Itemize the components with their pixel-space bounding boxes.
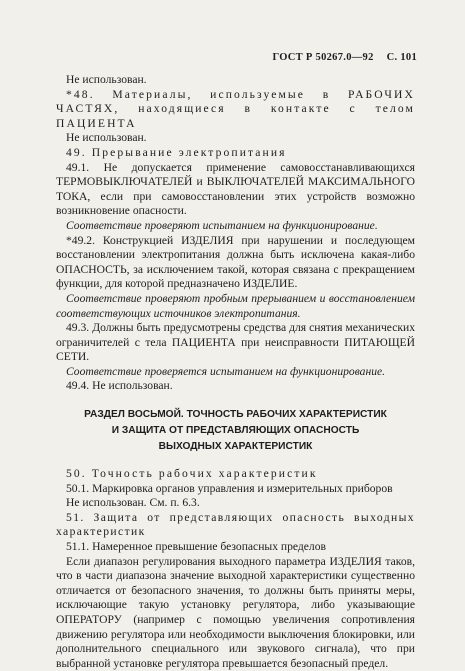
standard-number: ГОСТ Р 50267.0—92 bbox=[272, 52, 374, 63]
clause-heading: 49. Прерывание электропитания bbox=[66, 145, 287, 159]
paragraph: Не использован. bbox=[66, 131, 147, 145]
paragraph: 49.1. Не допускается применение самовосстанавливающихся ТЕРМОВЫКЛЮЧАТЕЛЕЙ и ВЫКЛЮЧАТЕЛЕЙ МАКСИМАЛЬНОГО ТОКА, если при самовосстановлении этих устройств возможно возникновение опасности. bbox=[56, 160, 415, 218]
section-title-line: РАЗДЕЛ ВОСЬМОЙ. ТОЧНОСТЬ РАБОЧИХ ХАРАКТЕРИСТИК bbox=[84, 409, 387, 421]
section-title bbox=[56, 407, 415, 455]
compliance-note: Соответствие проверяют пробным прерыванием и восстановлением соответствующих источников электропитания. bbox=[56, 291, 415, 320]
paragraph: 49.4. Не использован. bbox=[66, 379, 173, 393]
clause-heading: 51. Защита от представляющих опасность выходных характеристик bbox=[56, 510, 415, 539]
document-body bbox=[56, 73, 415, 671]
page-header bbox=[262, 52, 417, 63]
paragraph: 49.3. Должны быть предусмотрены средства для снятия механических ограничителей с тела ПАЦИЕНТА при неисправности ПИТАЮЩЕЙ СЕТИ. bbox=[56, 321, 415, 364]
compliance-note: Соответствие проверяется испытанием на функционирование. bbox=[66, 364, 386, 378]
clause-heading: 50. Точность рабочих характеристик bbox=[66, 467, 318, 481]
paragraph: *49.2. Конструкцией ИЗДЕЛИЯ при нарушении и последующем восстановлении электропитания должна быть исключена какая-либо ОПАСНОСТЬ, за исключением такой, которая связана с прекращением функции, для которой предназначено ИЗДЕЛИЕ. bbox=[56, 233, 415, 291]
paragraph: Если диапазон регулирования выходного параметра ИЗДЕЛИЯ таков, что в части диапазона значение выходной характеристики существенно отличается от безопасного значения, то должны быть приняты меры, исключающие такую установку регулятора, либо указывающие ОПЕРАТОРУ (например с помощью увеличения сопротивления движению регулятора или необходимости выключения блокировки, или дополнительного специального или звукового сигнала), что при выбранной установке регулятора превышается безопасный предел. bbox=[56, 554, 415, 670]
paragraph: 50.1. Маркировка органов управления и измерительных приборов bbox=[66, 481, 393, 495]
paragraph: Не использован. См. п. 6.3. bbox=[66, 496, 200, 510]
paragraph: Не использован. bbox=[66, 73, 147, 86]
compliance-note: Соответствие проверяют испытанием на функционирование. bbox=[66, 218, 378, 232]
section-title-line: И ЗАЩИТА ОТ ПРЕДСТАВЛЯЮЩИХ ОПАСНОСТЬ bbox=[111, 425, 360, 437]
clause-heading: *48. Материалы, используемые в РАБОЧИХ ЧАСТЯХ, находящиеся в контакте с телом ПАЦИЕНТА bbox=[56, 87, 415, 130]
section-title-line: ВЫХОДНЫХ ХАРАКТЕРИСТИК bbox=[158, 441, 313, 453]
page-number: С. 101 bbox=[386, 52, 417, 63]
paragraph: 51.1. Намеренное превышение безопасных пределов bbox=[66, 540, 326, 554]
